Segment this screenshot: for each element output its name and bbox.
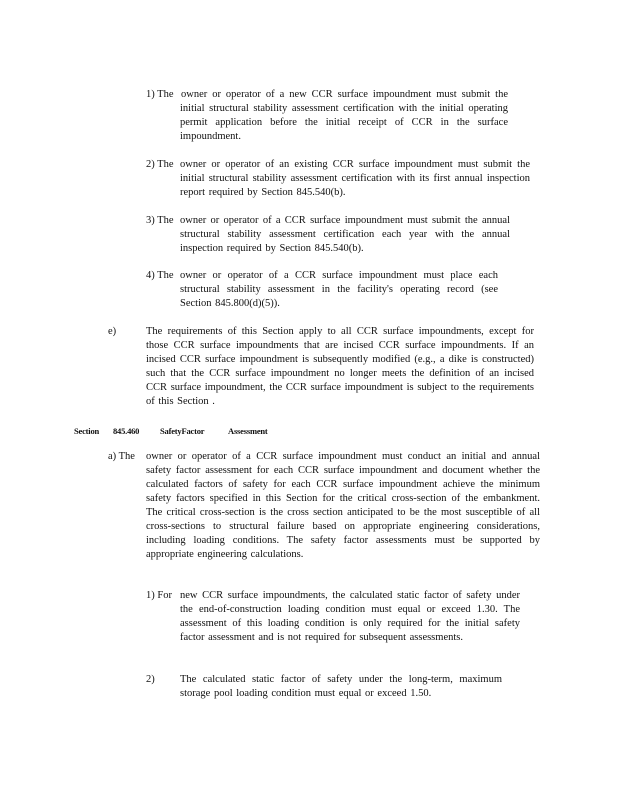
sub-2-label: 2) xyxy=(146,674,155,685)
item-4-body: owner or operator of a CCR surface impoundment must place each structural stability assessment in the facility's operating record (see Section 845.800(d)(5)). xyxy=(180,270,498,309)
item-1-text xyxy=(180,88,508,144)
item-a-body: owner or operator of a CCR surface impoundment must conduct an initial and annual safety factor assessment for each CCR surface impoundment and document whether the calculated factors of safety for each CCR surface impoundment achieve the minimum safety factors specified in this Section for the critical cross-section of the embankment. The critical cross-section is the cross section anticipated to be the most susceptible of all cross-sections to structural failure based on appropriate engineering considerations, including loading conditions. The safety factor assessments must be supported by appropriate engineering calculations. xyxy=(146,451,540,560)
section-title-b-wrap xyxy=(228,424,268,438)
item-2-text xyxy=(180,158,530,200)
section-number-wrap xyxy=(113,424,139,438)
sub-1-text xyxy=(180,589,520,645)
item-4-label: 4) The xyxy=(146,270,174,281)
item-a-label: a) The xyxy=(108,451,135,462)
item-1-label: 1) The xyxy=(146,89,174,100)
item-a-text xyxy=(146,450,540,562)
section-number: 845.460 xyxy=(113,426,140,436)
item-e-text xyxy=(146,325,534,409)
section-title-a-wrap xyxy=(160,424,204,438)
item-1-body: owner or operator of a new CCR surface impoundment must submit the initial structural stability assessment certification with the initial operating permit application before the initial receipt of CCR in the surface impoundment. xyxy=(180,89,508,142)
item-3-body: owner or operator of a CCR surface impoundment must submit the annual structural stability assessment certification each year with the annual inspection required by Section 845.540(b). xyxy=(180,215,510,254)
item-3-label: 3) The xyxy=(146,215,174,226)
sub-2-body: The calculated static factor of safety under the long-term, maximum storage pool loading condition must equal or exceed 1.50. xyxy=(180,674,502,699)
item-e-label: e) xyxy=(108,326,117,337)
sub-1-label: 1) For xyxy=(146,590,172,601)
item-2-label: 2) The xyxy=(146,159,174,170)
item-4-text xyxy=(180,269,498,311)
sub-1-body: new CCR surface impoundments, the calculated static factor of safety under the end-of-construction loading condition must equal or exceed 1.30. The assessment of this loading condition is only required for the initial safety factor assessment and is not required for subsequent assessments. xyxy=(180,590,520,643)
section-word: Section xyxy=(74,426,100,436)
item-e-body: The requirements of this Section apply to all CCR surface impoundments, except for those CCR surface impoundments that are incised CCR surface impoundments. If an incised CCR surface impoundment is subsequently modified (e.g., a dike is constructed) such that the CCR surface impoundment no longer meets the definition of an incised CCR surface impoundment, the CCR surface impoundment is subject to the requirements of this Section . xyxy=(146,326,534,407)
section-heading xyxy=(74,424,99,438)
section-title-a: SafetyFactor xyxy=(160,426,205,436)
sub-2-text xyxy=(180,673,502,701)
item-3-text xyxy=(180,214,510,256)
item-2-body: owner or operator of an existing CCR surface impoundment must submit the initial structural stability assessment certification with its first annual inspection report required by Section 845.540(b). xyxy=(180,159,530,198)
section-title-b: Assessment xyxy=(228,426,268,436)
